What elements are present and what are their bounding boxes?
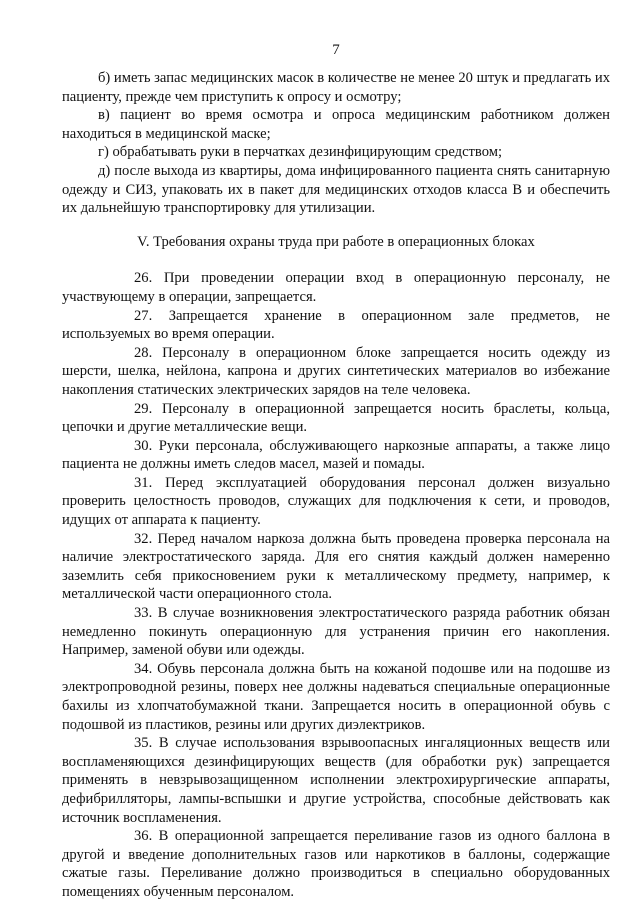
clause-number: 31. <box>134 474 153 491</box>
clause-text: В случае использования взрывоопасных ингаляционных веществ или воспламеняющихся дезинфицирующих веществ (для обработки рук) запрещается применять в невзрывозащищенном исполнении электрохирургические аппараты, дефибрилляторы, лампы-вспышки и другие устройства, способные действовать как источник воспламенения. <box>62 735 610 826</box>
page-number: 7 <box>332 42 340 58</box>
clause-text: В случае возникновения электростатического разряда работник обязан немедленно покинуть операционную для устранения причин его накопления. Например, заменой обуви или одежды. <box>62 605 610 659</box>
paragraph-d: д) после выхода из квартиры, дома инфицированного пациента снять санитарную одежду и СИЗ, упаковать их в пакет для медицинских отходов класса В и обеспечить их дальнейшую транспортировку для утилизации. <box>62 162 610 217</box>
clause-number: 33. <box>134 605 153 622</box>
clause-number: 32. <box>134 530 153 547</box>
section-heading: V. Требования охраны труда при работе в операционных блоках <box>137 233 535 250</box>
clause-31 <box>62 474 610 530</box>
document-body <box>62 69 610 902</box>
clause-number: 34. <box>134 660 153 677</box>
clause-number: 29. <box>134 400 153 417</box>
clause-30 <box>62 437 610 474</box>
clause-text: Перед началом наркоза должна быть проведена проверка персонала на наличие электростатического заряда. Для его снятия каждый должен намеренно заземлить себя прикосновением руки к металлическому предмету, например, к металлической части операционного стола. <box>62 530 610 603</box>
clause-number: 28. <box>134 344 153 361</box>
clause-36 <box>62 827 610 901</box>
clause-33 <box>62 604 610 660</box>
clause-27 <box>62 307 610 344</box>
clause-32 <box>62 530 610 604</box>
clause-28 <box>62 344 610 400</box>
clause-35 <box>62 734 610 827</box>
clause-text: Персоналу в операционной запрещается носить браслеты, кольца, цепочки и другие металлические вещи. <box>62 400 610 436</box>
paragraph-v: в) пациент во время осмотра и опроса медицинским работником должен находиться в медицинской маске; <box>62 107 610 142</box>
clause-text: В операционной запрещается переливание газов из одного баллона в другой и введение дополнительных газов или наркотиков в баллоны, содержащие сжатые газы. Переливание должно производиться в специально оборудованных помещениях обученным персоналом. <box>62 828 610 900</box>
clause-29 <box>62 400 610 437</box>
clause-text: Обувь персонала должна быть на кожаной подошве или на подошве из электропроводной резины, поверх нее должны надеваться специальные операционные бахилы из хлопчатобумажной ткани. Запрещается носить в операционной обувь с подошвой из пластиков, резины или других диэлектриков. <box>62 660 610 733</box>
clause-26 <box>62 269 610 306</box>
clause-number: 35. <box>134 735 153 752</box>
clause-text: Руки персонала, обслуживающего наркозные аппараты, а также лицо пациента не должны иметь следов масел, мазей и помады. <box>62 437 610 473</box>
clause-text: Перед эксплуатацией оборудования персонал должен визуально проверить целостность проводов, служащих для подключения к сети, и проводов, идущих от аппарата к пациенту. <box>62 474 610 529</box>
clause-text: Запрещается хранение в операционном зале предметов, не используемых во время операции. <box>62 307 610 343</box>
paragraph-b: б) иметь запас медицинских масок в количестве не менее 20 штук и предлагать их пациенту, прежде чем приступить к опросу и осмотру; <box>62 70 610 105</box>
paragraph-g: г) обрабатывать руки в перчатках дезинфицирующим средством; <box>98 144 503 161</box>
clause-34 <box>62 660 610 734</box>
clause-number: 26. <box>134 270 153 287</box>
clause-text: Персоналу в операционном блоке запрещается носить одежду из шерсти, шелка, нейлона, капрона и других синтетических материалов во избежание накопления статических электрических зарядов на теле человека. <box>62 344 610 398</box>
clause-number: 27. <box>134 307 153 324</box>
clause-text: При проведении операции вход в операционную персоналу, не участвующему в операции, запрещается. <box>62 270 610 305</box>
clause-number: 30. <box>134 437 153 454</box>
clause-number: 36. <box>134 828 153 845</box>
